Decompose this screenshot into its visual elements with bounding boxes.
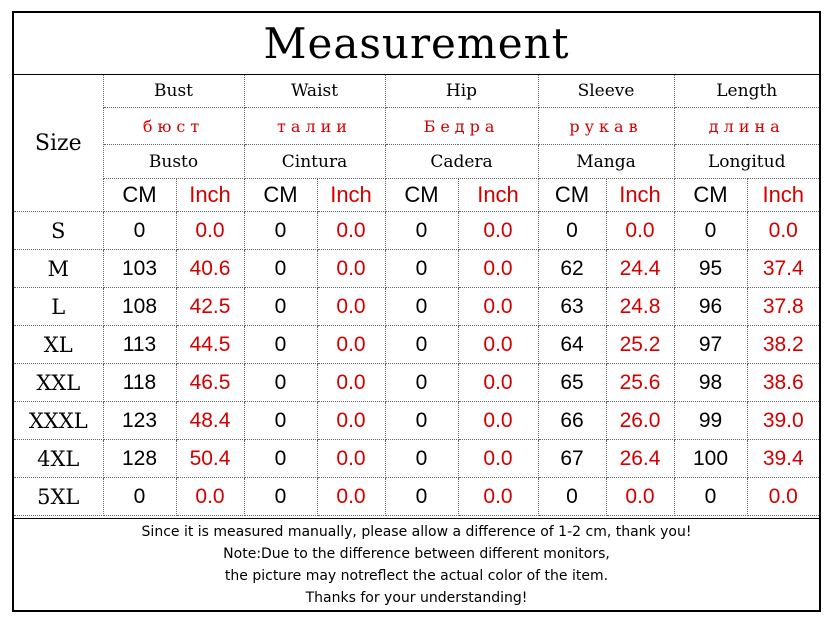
inch-value: 0.0 xyxy=(747,212,819,250)
cm-value: 108 xyxy=(103,288,176,326)
cm-value: 0 xyxy=(244,326,317,364)
unit-cm: CM xyxy=(538,179,606,212)
unit-cm: CM xyxy=(244,179,317,212)
unit-cm: CM xyxy=(674,179,747,212)
footer-line: Since it is measured manually, please allow a difference of 1-2 cm, thank you! xyxy=(141,523,692,540)
size-label: XXL xyxy=(14,364,103,402)
unit-cm: CM xyxy=(385,179,458,212)
table-row xyxy=(14,402,819,440)
inch-value: 0.0 xyxy=(606,212,674,250)
cm-value: 0 xyxy=(538,478,606,516)
col-length-es: Longitud xyxy=(674,145,819,179)
inch-value: 0.0 xyxy=(458,326,538,364)
inch-value: 0.0 xyxy=(176,478,244,516)
inch-value: 42.5 xyxy=(176,288,244,326)
cm-value: 62 xyxy=(538,250,606,288)
col-hip-en: Hip xyxy=(385,75,538,108)
cm-value: 99 xyxy=(674,402,747,440)
cm-value: 0 xyxy=(244,364,317,402)
inch-value: 46.5 xyxy=(176,364,244,402)
col-bust-ru: бюст xyxy=(103,108,244,145)
cm-value: 67 xyxy=(538,440,606,478)
table-row xyxy=(14,364,819,402)
inch-value: 40.6 xyxy=(176,250,244,288)
cm-value: 0 xyxy=(538,212,606,250)
footer-line: the picture may notreflect the actual color of the item. xyxy=(224,567,609,584)
inch-value: 0.0 xyxy=(317,326,385,364)
table-row xyxy=(14,250,819,288)
footer-notes xyxy=(14,518,819,610)
cm-value: 0 xyxy=(103,212,176,250)
cm-value: 0 xyxy=(244,212,317,250)
inch-value: 26.4 xyxy=(606,440,674,478)
table-row xyxy=(14,288,819,326)
page-title: Measurement xyxy=(14,13,819,75)
inch-value: 0.0 xyxy=(176,212,244,250)
inch-value: 0.0 xyxy=(458,440,538,478)
cm-value: 0 xyxy=(244,288,317,326)
cm-value: 95 xyxy=(674,250,747,288)
inch-value: 0.0 xyxy=(458,402,538,440)
cm-value: 0 xyxy=(244,250,317,288)
inch-value: 0.0 xyxy=(458,364,538,402)
inch-value: 44.5 xyxy=(176,326,244,364)
cm-value: 0 xyxy=(385,364,458,402)
size-label: 5XL xyxy=(14,478,103,516)
inch-value: 0.0 xyxy=(747,478,819,516)
inch-value: 0.0 xyxy=(317,402,385,440)
header-row-units xyxy=(14,179,819,212)
col-bust-es: Busto xyxy=(103,145,244,179)
cm-value: 0 xyxy=(385,478,458,516)
cm-value: 0 xyxy=(385,440,458,478)
table-row xyxy=(14,326,819,364)
cm-value: 0 xyxy=(385,326,458,364)
cm-value: 63 xyxy=(538,288,606,326)
unit-inch: Inch xyxy=(458,179,538,212)
size-label: XXXL xyxy=(14,402,103,440)
cm-value: 0 xyxy=(674,212,747,250)
table-row xyxy=(14,440,819,478)
cm-value: 98 xyxy=(674,364,747,402)
cm-value: 0 xyxy=(674,478,747,516)
col-sleeve-en: Sleeve xyxy=(538,75,674,108)
cm-value: 100 xyxy=(674,440,747,478)
cm-value: 0 xyxy=(103,478,176,516)
inch-value: 0.0 xyxy=(317,288,385,326)
cm-value: 118 xyxy=(103,364,176,402)
inch-value: 38.6 xyxy=(747,364,819,402)
cm-value: 66 xyxy=(538,402,606,440)
size-label: XL xyxy=(14,326,103,364)
inch-value: 39.4 xyxy=(747,440,819,478)
cm-value: 0 xyxy=(385,402,458,440)
cm-value: 113 xyxy=(103,326,176,364)
col-waist-ru: талии xyxy=(244,108,385,145)
inch-value: 37.8 xyxy=(747,288,819,326)
col-sleeve-ru: рукав xyxy=(538,108,674,145)
col-bust-en: Bust xyxy=(103,75,244,108)
cm-value: 128 xyxy=(103,440,176,478)
table-row xyxy=(14,478,819,516)
cm-value: 0 xyxy=(244,440,317,478)
size-table xyxy=(14,75,819,516)
unit-inch: Inch xyxy=(747,179,819,212)
unit-cm: CM xyxy=(103,179,176,212)
col-waist-es: Cintura xyxy=(244,145,385,179)
size-header: Size xyxy=(14,75,103,212)
cm-value: 103 xyxy=(103,250,176,288)
header-row-russian xyxy=(14,108,819,145)
footer-line: Note:Due to the difference between different monitors, xyxy=(223,545,610,562)
inch-value: 37.4 xyxy=(747,250,819,288)
col-waist-en: Waist xyxy=(244,75,385,108)
col-sleeve-es: Manga xyxy=(538,145,674,179)
inch-value: 0.0 xyxy=(317,440,385,478)
inch-value: 0.0 xyxy=(317,250,385,288)
size-label: 4XL xyxy=(14,440,103,478)
unit-inch: Inch xyxy=(606,179,674,212)
inch-value: 25.6 xyxy=(606,364,674,402)
header-row-english xyxy=(14,75,819,108)
inch-value: 0.0 xyxy=(606,478,674,516)
cm-value: 0 xyxy=(385,288,458,326)
unit-inch: Inch xyxy=(317,179,385,212)
cm-value: 123 xyxy=(103,402,176,440)
cm-value: 64 xyxy=(538,326,606,364)
inch-value: 0.0 xyxy=(458,250,538,288)
size-label: S xyxy=(14,212,103,250)
inch-value: 38.2 xyxy=(747,326,819,364)
cm-value: 0 xyxy=(244,478,317,516)
col-length-ru: длина xyxy=(674,108,819,145)
inch-value: 0.0 xyxy=(317,212,385,250)
inch-value: 50.4 xyxy=(176,440,244,478)
cm-value: 0 xyxy=(385,250,458,288)
unit-inch: Inch xyxy=(176,179,244,212)
size-label: L xyxy=(14,288,103,326)
cm-value: 97 xyxy=(674,326,747,364)
inch-value: 24.8 xyxy=(606,288,674,326)
cm-value: 0 xyxy=(385,212,458,250)
footer-line: Thanks for your understanding! xyxy=(305,589,528,606)
inch-value: 24.4 xyxy=(606,250,674,288)
col-length-en: Length xyxy=(674,75,819,108)
table-row xyxy=(14,212,819,250)
measurement-chart xyxy=(12,11,821,612)
inch-value: 0.0 xyxy=(458,288,538,326)
col-hip-es: Cadera xyxy=(385,145,538,179)
size-label: M xyxy=(14,250,103,288)
col-hip-ru: Бедра xyxy=(385,108,538,145)
cm-value: 65 xyxy=(538,364,606,402)
inch-value: 48.4 xyxy=(176,402,244,440)
header-row-spanish xyxy=(14,145,819,179)
inch-value: 0.0 xyxy=(458,478,538,516)
inch-value: 0.0 xyxy=(317,478,385,516)
inch-value: 0.0 xyxy=(458,212,538,250)
inch-value: 0.0 xyxy=(317,364,385,402)
inch-value: 26.0 xyxy=(606,402,674,440)
inch-value: 25.2 xyxy=(606,326,674,364)
inch-value: 39.0 xyxy=(747,402,819,440)
cm-value: 0 xyxy=(244,402,317,440)
cm-value: 96 xyxy=(674,288,747,326)
